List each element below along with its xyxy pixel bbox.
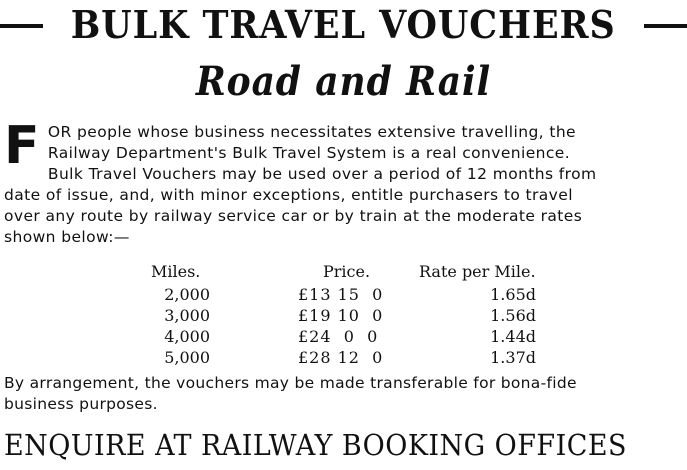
headline-rule-right [644, 24, 687, 28]
rates-header-row [0, 262, 687, 285]
intro-line: shown below:— [4, 228, 130, 246]
cell-price: £13 15 0 [298, 285, 384, 304]
cell-rate: 1.65d [490, 285, 536, 304]
header-price: Price. [323, 262, 371, 281]
subheadline: Road and Rail [195, 58, 492, 105]
closing-paragraph [4, 373, 684, 415]
cell-rate: 1.37d [490, 348, 536, 367]
cell-price: £28 12 0 [298, 348, 384, 367]
intro-line: Railway Department's Bulk Travel System is a real convenience. [47, 144, 571, 162]
header-rate: Rate per Mile. [419, 262, 536, 281]
table-row [0, 285, 687, 306]
closing-line: business purposes. [4, 395, 158, 413]
headline-rule-left [0, 24, 43, 28]
intro-line: OR people whose business necessitates extensive travelling, the [47, 123, 576, 141]
cell-miles: 2,000 [164, 285, 210, 304]
headline [0, 0, 687, 48]
cell-miles: 5,000 [164, 348, 210, 367]
intro-line: over any route by railway service car or by train at the moderate rates [4, 207, 583, 225]
rates-table [0, 262, 687, 369]
table-row [0, 306, 687, 327]
cell-rate: 1.56d [490, 306, 536, 325]
header-miles: Miles. [151, 262, 201, 281]
table-row [0, 327, 687, 348]
cell-price: £19 10 0 [298, 306, 384, 325]
intro-line: Bulk Travel Vouchers may be used over a period of 12 months from [47, 165, 597, 183]
intro-paragraph [4, 116, 684, 248]
headline-title: BULK TRAVEL VOUCHERS [70, 1, 617, 47]
cell-miles: 4,000 [164, 327, 210, 346]
table-row [0, 348, 687, 369]
cell-miles: 3,000 [164, 306, 210, 325]
intro-line: date of issue, and, with minor exceptions, entitle purchasers to travel [4, 186, 573, 204]
cell-price: £24 0 0 [298, 327, 379, 346]
footer-call-to-action: ENQUIRE AT RAILWAY BOOKING OFFICES [4, 428, 627, 462]
closing-line: By arrangement, the vouchers may be made transferable for bona-fide [4, 374, 577, 392]
cell-rate: 1.44d [490, 327, 536, 346]
drop-cap: F [4, 116, 40, 176]
